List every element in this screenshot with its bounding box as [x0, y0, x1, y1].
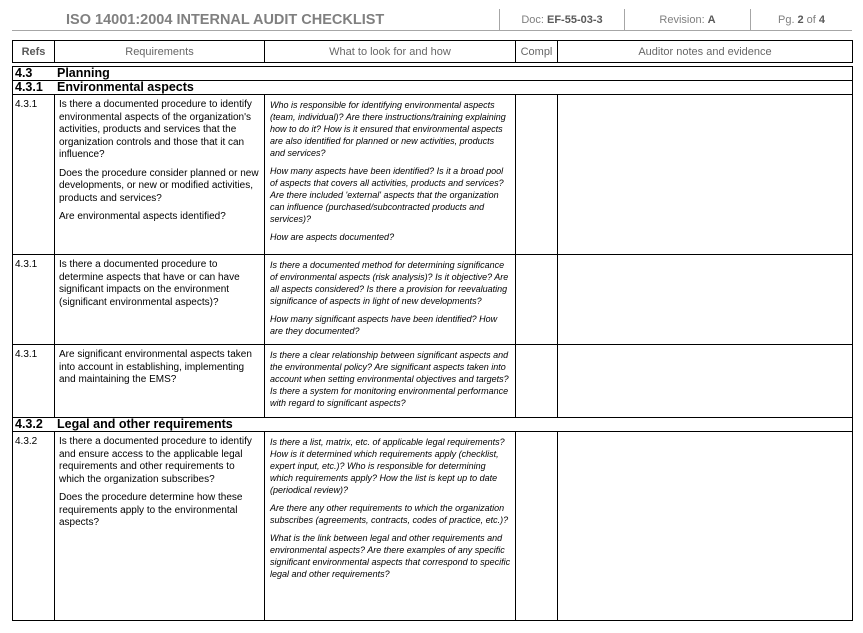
doc-value: EF-55-03-3 [546, 13, 603, 26]
col-auditor-notes: Auditor notes and evidence [558, 41, 853, 63]
section-number: 4.3.1 [15, 80, 43, 94]
requirement-text: Are environmental aspects identified? [59, 211, 226, 222]
col-refs: Refs [13, 41, 55, 63]
requirement-text: Is there a documented procedure to determine aspects that have or can have significant impacts on the environment (significant environmental aspects)? [59, 259, 240, 308]
row-requirements [55, 255, 265, 345]
row-requirements [55, 432, 265, 621]
guidance-text: Is there a clear relationship between significant aspects and the environmental policy? Are significant aspects taken into account when setting environmental objectives and targets? Is there a system for monitoring environmental performance with regard to significant aspects? [270, 350, 509, 408]
section-title: Environmental aspects [57, 80, 194, 94]
guidance-text: How many significant aspects have been identified? How are they documented? [270, 314, 498, 336]
row-what-to-look-for [265, 95, 516, 255]
section-number: 4.3.2 [15, 417, 43, 431]
document-header [12, 9, 852, 31]
compliance-cell[interactable] [516, 255, 558, 345]
page-of: of [806, 13, 816, 26]
doc-label: Doc: [521, 13, 544, 26]
row-what-to-look-for [265, 345, 516, 418]
page-indicator [750, 9, 852, 30]
row-what-to-look-for [265, 255, 516, 345]
section-number: 4.3 [15, 66, 33, 80]
requirement-text: Does the procedure determine how these requirements apply to the environmental aspects? [59, 492, 243, 528]
col-requirements: Requirements [55, 41, 265, 63]
auditor-notes-cell[interactable] [558, 432, 853, 621]
auditor-notes-cell[interactable] [558, 345, 853, 418]
section-legal-requirements [13, 418, 853, 432]
audit-checklist-table [12, 40, 853, 621]
row-requirements [55, 345, 265, 418]
requirement-text: Does the procedure consider planned or new developments, or new or modified activities, products and services? [59, 167, 259, 204]
section-title: Legal and other requirements [57, 417, 233, 431]
auditor-notes-cell[interactable] [558, 255, 853, 345]
doc-number [499, 9, 624, 30]
requirement-text: Are significant environmental aspects taken into account in establishing, implementing and maintaining the EMS? [59, 349, 252, 385]
col-what-to-look-for: What to look for and how [265, 41, 516, 63]
compliance-cell[interactable] [516, 345, 558, 418]
row-ref: 4.3.1 [13, 95, 55, 255]
revision-value: A [707, 13, 716, 26]
table-row [13, 345, 853, 418]
guidance-text: What is the link between legal and other requirements and environmental aspects? Are there examples of any specific significant environmental aspects that correspond to specific legal and other requirements? [270, 533, 511, 579]
guidance-text: Is there a list, matrix, etc. of applicable legal requirements? How is it determined which requirements apply (checklist, expert input, etc.)? Who is responsible for determining which requirements apply? How the list is kept up to date (periodical review)? [270, 437, 505, 495]
col-compl: Compl [516, 41, 558, 63]
guidance-text: Is there a documented method for determining significance of environmental aspects (risk analysis)? Is it objective? Are all aspects considered? Is there a provision for reevaluating significance of aspects in light of new developments? [270, 260, 509, 306]
section-title: Planning [57, 66, 110, 80]
column-header-row [13, 41, 853, 63]
page-label: Pg. [778, 13, 795, 26]
section-environmental-aspects [13, 81, 853, 95]
revision [624, 9, 750, 30]
revision-label: Revision: [659, 13, 705, 26]
guidance-text: How many aspects have been identified? Is it a broad pool of aspects that covers all activities, products and services? Are there included 'external' aspects that the organization can influence (purchased/subcontracted products and services)? [270, 166, 504, 224]
guidance-text: Who is responsible for identifying environmental aspects (team, individual)? Are there instructions/training explaining how to do it? How is it ensured that environmental aspects are also identified for planned or new activities, products and services? [270, 100, 506, 158]
page-current: 2 [797, 13, 804, 26]
requirement-text: Is there a documented procedure to identify environmental aspects of the organization's activities, products and services that the organization controls and those that it can influence? [59, 99, 252, 160]
auditor-notes-cell[interactable] [558, 95, 853, 255]
document-title: ISO 14001:2004 INTERNAL AUDIT CHECKLIST [66, 11, 385, 28]
guidance-text: How are aspects documented? [270, 232, 395, 242]
table-row [13, 432, 853, 621]
compliance-cell[interactable] [516, 432, 558, 621]
row-what-to-look-for [265, 432, 516, 621]
page-total: 4 [818, 13, 825, 26]
row-ref: 4.3.1 [13, 345, 55, 418]
row-ref: 4.3.2 [13, 432, 55, 621]
section-planning [13, 67, 853, 81]
compliance-cell[interactable] [516, 95, 558, 255]
row-requirements [55, 95, 265, 255]
guidance-text: Are there any other requirements to which the organization subscribes (agreements, contracts, codes of practice, etc.)? [270, 503, 509, 525]
table-row [13, 255, 853, 345]
row-ref: 4.3.1 [13, 255, 55, 345]
table-row [13, 95, 853, 255]
requirement-text: Is there a documented procedure to identify and ensure access to the applicable legal requirements and other requirements to which the organization subscribes? [59, 436, 252, 485]
